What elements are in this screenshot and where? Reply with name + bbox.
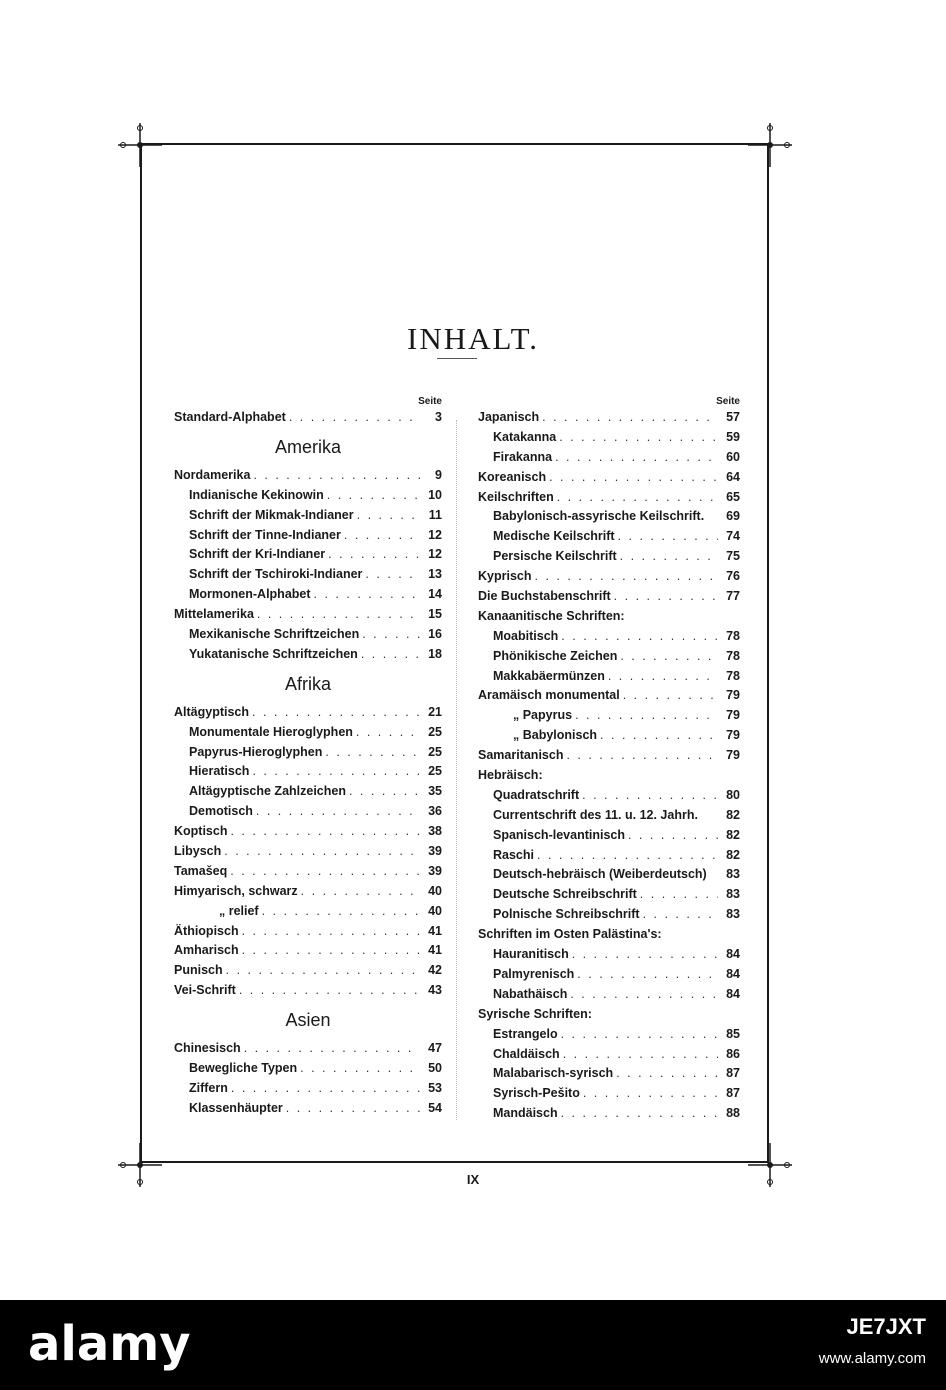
toc-entry-label: Phönikische Zeichen <box>493 648 618 663</box>
toc-entry[interactable] <box>478 806 740 826</box>
toc-entry-label: Chaldäisch <box>493 1046 560 1061</box>
toc-entry-label: Punisch <box>174 963 223 978</box>
toc-entry-label: Makkabäermünzen <box>493 668 605 683</box>
image-code: JE7JXT <box>846 1314 926 1339</box>
toc-entry[interactable] <box>174 486 442 506</box>
toc-entry-label: Aramäisch monumental <box>478 688 620 703</box>
toc-entry[interactable] <box>174 922 442 942</box>
toc-entry-label: „ Babylonisch <box>513 728 598 743</box>
toc-entry-label: Deutsche Schreibschrift <box>493 887 637 902</box>
toc-entry[interactable] <box>174 585 442 605</box>
toc-entry[interactable] <box>174 1079 442 1099</box>
toc-list-left <box>174 408 442 1119</box>
toc-leader-dots <box>640 905 718 925</box>
toc-entry[interactable] <box>174 1099 442 1119</box>
toc-entry[interactable] <box>478 428 740 448</box>
toc-entry-label: Hieratisch <box>189 764 250 779</box>
toc-leader-dots <box>558 627 718 647</box>
toc-entry-page: 12 <box>428 527 442 542</box>
toc-entry-page: 40 <box>428 883 442 898</box>
toc-entry-label: Deutsch-hebräisch (Weiberdeutsch) <box>493 867 707 882</box>
toc-entry-page: 50 <box>428 1061 442 1076</box>
toc-entry[interactable] <box>478 507 740 527</box>
toc-right-column <box>478 396 740 1124</box>
toc-entry[interactable] <box>478 905 740 925</box>
toc-entry-label: Babylonisch-assyrische Keilschrift. <box>493 509 705 524</box>
toc-entry[interactable] <box>478 1045 740 1065</box>
toc-entry-label: Katakanna <box>493 429 557 444</box>
toc-entry[interactable] <box>174 645 442 665</box>
toc-entry-label: Estrangelo <box>493 1026 558 1041</box>
toc-entry-page: 35 <box>428 784 442 799</box>
toc-entry-page: 25 <box>428 724 442 739</box>
corner-ornament-icon <box>746 121 794 169</box>
toc-leader-dots <box>236 981 420 1001</box>
toc-leader-dots <box>597 726 718 746</box>
toc-leader-dots <box>362 565 420 585</box>
toc-entry-label: Klassenhäupter <box>189 1100 283 1115</box>
toc-leader-dots <box>560 1045 718 1065</box>
toc-entry-label: Hauranitisch <box>493 947 569 962</box>
toc-entry[interactable] <box>478 488 740 508</box>
toc-entry[interactable] <box>174 526 442 546</box>
page-number: IX <box>466 1172 480 1187</box>
toc-leader-dots <box>569 945 718 965</box>
toc-entry[interactable] <box>478 1104 740 1124</box>
toc-entry-page: 59 <box>726 429 740 444</box>
toc-entry-page: 87 <box>726 1066 740 1081</box>
toc-entry[interactable] <box>174 882 442 902</box>
toc-entry-label: Spanisch-levantinisch <box>493 827 625 842</box>
toc-entry[interactable] <box>174 565 442 585</box>
toc-entry-page: 78 <box>726 648 740 663</box>
toc-entry-label: Schrift der Mikmak-Indianer <box>189 507 354 522</box>
toc-entry-label: Hebräisch: <box>478 768 543 783</box>
toc-entry[interactable] <box>174 941 442 961</box>
toc-entry-page: 40 <box>428 903 442 918</box>
toc-entry[interactable] <box>174 743 442 763</box>
toc-entry[interactable] <box>478 667 740 687</box>
toc-entry-page: 14 <box>428 587 442 602</box>
toc-entry[interactable] <box>174 902 442 922</box>
toc-leader-dots <box>259 902 420 922</box>
toc-leader-dots <box>558 1104 718 1124</box>
toc-entry-page: 25 <box>428 764 442 779</box>
toc-entry[interactable] <box>478 587 740 607</box>
toc-leader-dots <box>325 545 420 565</box>
toc-entry-page: 83 <box>726 867 740 882</box>
toc-entry-label: Syrische Schriften: <box>478 1006 592 1021</box>
title-rule <box>437 358 477 359</box>
toc-entry-label: Schrift der Tinne-Indianer <box>189 527 341 542</box>
toc-entry[interactable] <box>478 527 740 547</box>
toc-entry[interactable] <box>478 627 740 647</box>
toc-entry-page: 76 <box>726 569 740 584</box>
seite-header: Seite <box>418 396 442 407</box>
toc-entry-page: 84 <box>726 986 740 1001</box>
toc-entry-page: 74 <box>726 529 740 544</box>
toc-leader-dots <box>358 645 420 665</box>
toc-leader-dots <box>534 846 718 866</box>
toc-entry[interactable] <box>478 766 740 786</box>
toc-leader-dots <box>239 922 420 942</box>
toc-entry[interactable] <box>174 961 442 981</box>
toc-entry[interactable] <box>174 703 442 723</box>
toc-entry-label: Ziffern <box>189 1080 228 1095</box>
toc-entry[interactable] <box>174 822 442 842</box>
toc-entry-label: Demotisch <box>189 804 253 819</box>
toc-entry-label: Standard-Alphabet <box>174 410 286 424</box>
toc-section-heading: Afrika <box>284 673 331 694</box>
toc-entry-label: Vei-Schrift <box>174 983 236 998</box>
toc-entry[interactable] <box>478 985 740 1005</box>
toc-leader-dots <box>286 408 420 428</box>
toc-entry[interactable] <box>478 1064 740 1084</box>
toc-entry[interactable] <box>174 506 442 526</box>
toc-entry-page: 21 <box>428 704 442 719</box>
toc-entry-label: Äthiopisch <box>174 923 239 938</box>
toc-leader-dots <box>620 686 718 706</box>
toc-leader-dots <box>617 547 718 567</box>
toc-entry[interactable] <box>478 826 740 846</box>
toc-entry[interactable] <box>478 786 740 806</box>
toc-entry[interactable] <box>174 842 442 862</box>
toc-leader-dots <box>617 647 718 667</box>
toc-entry[interactable] <box>478 945 740 965</box>
toc-entry[interactable] <box>174 1039 442 1059</box>
toc-leader-dots <box>558 1025 718 1045</box>
toc-entry-label: Nabathäisch <box>493 986 568 1001</box>
toc-entry-page: 69 <box>726 509 740 524</box>
toc-entry[interactable] <box>478 607 740 627</box>
toc-entry-page: 79 <box>726 728 740 743</box>
toc-entry-page: 10 <box>428 487 442 502</box>
toc-leader-dots <box>563 746 718 766</box>
toc-entry-page: 83 <box>726 887 740 902</box>
toc-entry-page: 41 <box>428 943 442 958</box>
toc-leader-dots <box>239 941 420 961</box>
toc-entry[interactable] <box>478 925 740 945</box>
toc-entry[interactable] <box>174 782 442 802</box>
toc-leader-dots <box>554 488 718 508</box>
toc-leader-dots <box>359 625 420 645</box>
toc-entry-page: 38 <box>428 824 442 839</box>
toc-entry-label: Monumentale Hieroglyphen <box>189 724 353 739</box>
toc-entry-page: 86 <box>726 1046 740 1061</box>
toc-leader-dots <box>223 961 420 981</box>
toc-entry-label: Chinesisch <box>174 1041 241 1056</box>
toc-entry-page: 80 <box>726 787 740 802</box>
toc-entry-label: Schrift der Tschiroki-Indianer <box>189 567 363 582</box>
toc-entry[interactable] <box>174 762 442 782</box>
toc-entry[interactable] <box>174 862 442 882</box>
toc-entry[interactable] <box>478 468 740 488</box>
toc-entry-label: Mexikanische Schriftzeichen <box>189 627 360 642</box>
toc-leader-dots <box>556 428 718 448</box>
toc-entry-label: Mittelamerika <box>174 607 254 622</box>
toc-entry-page: 82 <box>726 827 740 842</box>
toc-left-column <box>174 396 442 1119</box>
toc-entry-page: 88 <box>726 1106 740 1121</box>
toc-entry-label: Altägyptische Zahlzeichen <box>189 784 346 799</box>
toc-entry-label: Koptisch <box>174 824 228 839</box>
toc-leader-dots <box>611 587 718 607</box>
toc-entry-page: 53 <box>428 1080 442 1095</box>
toc-entry-page: 78 <box>726 668 740 683</box>
toc-entry-label: Raschi <box>493 847 534 862</box>
toc-entry-label: Polnische Schreibschrift <box>493 907 640 922</box>
toc-entry-label: Malabarisch-syrisch <box>493 1066 614 1081</box>
toc-entry-label: Koreanisch <box>478 469 547 484</box>
toc-leader-dots <box>341 526 420 546</box>
toc-entry-label: Currentschrift des 11. u. 12. Jahrh. <box>493 807 698 822</box>
corner-ornament-icon <box>116 121 164 169</box>
toc-leader-dots <box>605 667 718 687</box>
page-title: INHALT. <box>407 320 539 356</box>
toc-entry-page: 47 <box>428 1041 442 1056</box>
toc-entry[interactable] <box>478 885 740 905</box>
toc-entry-page: 39 <box>428 863 442 878</box>
column-divider <box>456 420 457 1120</box>
toc-entry-label: Mormonen-Alphabet <box>189 587 311 602</box>
toc-entry-page: 12 <box>428 547 442 562</box>
toc-entry-label: Persische Keilschrift <box>493 549 617 564</box>
toc-entry-page: 82 <box>726 807 740 822</box>
toc-entry-label: Altägyptisch <box>174 704 250 719</box>
toc-entry-page: 75 <box>726 549 740 564</box>
toc-entry-label: Die Buchstabenschrift <box>478 589 611 604</box>
toc-entry-page: 84 <box>726 966 740 981</box>
toc-entry-label: Syrisch-Pešito <box>493 1086 580 1101</box>
toc-leader-dots <box>324 486 420 506</box>
toc-leader-dots <box>322 743 420 763</box>
toc-entry-page: 15 <box>428 607 442 622</box>
toc-entry-page: 39 <box>428 844 442 859</box>
toc-entry[interactable] <box>478 746 740 766</box>
toc-entry-page: 54 <box>428 1100 442 1115</box>
toc-entry-label: Nordamerika <box>174 467 251 482</box>
toc-entry-page: 3 <box>435 410 442 424</box>
toc-entry[interactable] <box>478 726 740 746</box>
toc-entry-label: Medische Keilschrift <box>493 529 615 544</box>
toc-entry-page: 25 <box>428 744 442 759</box>
toc-leader-dots <box>228 1079 420 1099</box>
toc-leader-dots <box>254 605 420 625</box>
toc-leader-dots <box>250 466 420 486</box>
toc-entry-page: 42 <box>428 963 442 978</box>
watermark-url: www.alamy.com <box>818 1350 926 1367</box>
toc-entry-page: 82 <box>726 847 740 862</box>
toc-leader-dots <box>346 782 420 802</box>
toc-entry[interactable] <box>478 547 740 567</box>
toc-leader-dots <box>249 762 420 782</box>
toc-entry-label: Indianische Kekinowin <box>189 487 324 502</box>
watermark-logo: alamy <box>28 1316 191 1372</box>
toc-entry[interactable] <box>174 605 442 625</box>
toc-entry-page: 18 <box>428 646 442 661</box>
toc-entry-label: Moabitisch <box>493 628 559 643</box>
toc-entry-page: 78 <box>726 628 740 643</box>
toc-entry[interactable] <box>478 1005 740 1025</box>
toc-entry[interactable] <box>174 408 442 428</box>
toc-leader-dots <box>354 506 420 526</box>
toc-leader-dots <box>579 786 718 806</box>
toc-entry-label: „ Papyrus <box>513 708 573 723</box>
toc-entry-page: 79 <box>726 688 740 703</box>
toc-entry[interactable] <box>478 686 740 706</box>
toc-entry-label: Yukatanische Schriftzeichen <box>189 646 358 661</box>
toc-entry-page: 13 <box>428 567 442 582</box>
toc-entry-page: 79 <box>726 748 740 763</box>
toc-entry-page: 84 <box>726 947 740 962</box>
toc-entry[interactable] <box>478 706 740 726</box>
toc-leader-dots <box>311 585 420 605</box>
toc-entry[interactable] <box>478 846 740 866</box>
toc-entry-label: Amharisch <box>174 943 239 958</box>
toc-entry[interactable] <box>478 448 740 468</box>
toc-entry[interactable] <box>478 1084 740 1104</box>
toc-entry[interactable] <box>174 723 442 743</box>
watermark-banner <box>0 1300 946 1390</box>
toc-list-right <box>478 408 740 1124</box>
toc-entry-label: Himyarisch, schwarz <box>174 883 298 898</box>
toc-entry[interactable] <box>478 965 740 985</box>
toc-leader-dots <box>298 882 420 902</box>
toc-entry-label: „ relief <box>219 903 259 918</box>
toc-entry[interactable] <box>478 865 740 885</box>
toc-leader-dots <box>580 1084 718 1104</box>
toc-entry-page: 11 <box>428 507 442 522</box>
toc-entry-label: Firakanna <box>493 449 553 464</box>
toc-entry[interactable] <box>174 802 442 822</box>
toc-entry[interactable] <box>174 545 442 565</box>
toc-leader-dots <box>253 802 420 822</box>
toc-entry[interactable] <box>174 1059 442 1079</box>
toc-entry-label: Kyprisch <box>478 569 532 584</box>
toc-entry-page: 43 <box>428 983 442 998</box>
toc-entry-page: 64 <box>726 469 740 484</box>
toc-leader-dots <box>353 723 420 743</box>
toc-entry-label: Schrift der Kri-Indianer <box>189 547 326 562</box>
toc-entry-page: 57 <box>726 410 740 424</box>
toc-entry-label: Samaritanisch <box>478 748 564 763</box>
toc-leader-dots <box>283 1099 420 1119</box>
toc-entry-page: 77 <box>726 589 740 604</box>
toc-entry[interactable] <box>174 466 442 486</box>
toc-entry[interactable] <box>478 647 740 667</box>
toc-entry-label: Tamašeq <box>174 863 228 878</box>
toc-leader-dots <box>613 1064 718 1084</box>
toc-entry-page: 60 <box>726 449 740 464</box>
toc-leader-dots <box>539 408 718 428</box>
toc-entry-label: Papyrus-Hieroglyphen <box>189 744 323 759</box>
toc-entry-page: 87 <box>726 1086 740 1101</box>
toc-leader-dots <box>552 448 718 468</box>
toc-leader-dots <box>221 842 420 862</box>
toc-entry-page: 85 <box>726 1026 740 1041</box>
toc-entry[interactable] <box>174 981 442 1001</box>
toc-entry-page: 79 <box>726 708 740 723</box>
toc-leader-dots <box>227 822 420 842</box>
toc-entry-page: 65 <box>726 489 740 504</box>
toc-entry[interactable] <box>478 1025 740 1045</box>
toc-leader-dots <box>546 468 718 488</box>
toc-leader-dots <box>567 985 718 1005</box>
toc-leader-dots <box>625 826 718 846</box>
toc-leader-dots <box>227 862 420 882</box>
toc-section-heading: Amerika <box>274 436 341 457</box>
toc-entry-label: Quadratschrift <box>493 787 580 802</box>
toc-leader-dots <box>249 703 420 723</box>
toc-leader-dots <box>241 1039 420 1059</box>
toc-leader-dots <box>637 885 718 905</box>
toc-entry-label: Mandäisch <box>493 1106 558 1121</box>
toc-entry-label: Schriften im Osten Palästina's: <box>478 927 662 942</box>
seite-header: Seite <box>716 396 740 407</box>
toc-entry-label: Japanisch <box>478 410 540 424</box>
toc-entry[interactable] <box>174 625 442 645</box>
toc-entry[interactable] <box>478 567 740 587</box>
toc-entry[interactable] <box>478 408 740 428</box>
toc-entry-label: Palmyrenisch <box>493 966 575 981</box>
toc-entry-label: Libysch <box>174 844 222 859</box>
toc-entry-page: 41 <box>428 923 442 938</box>
toc-entry-page: 36 <box>428 804 442 819</box>
toc-entry-label: Keilschriften <box>478 489 554 504</box>
toc-entry-label: Bewegliche Typen <box>189 1061 298 1076</box>
toc-leader-dots <box>297 1059 420 1079</box>
toc-entry-page: 9 <box>435 467 442 482</box>
toc-entry-page: 83 <box>726 907 740 922</box>
toc-entry-page: 16 <box>428 627 442 642</box>
toc-leader-dots <box>532 567 719 587</box>
toc-leader-dots <box>572 706 718 726</box>
toc-leader-dots <box>615 527 718 547</box>
toc-leader-dots <box>574 965 718 985</box>
toc-section-heading: Asien <box>285 1010 331 1031</box>
toc-entry-label: Kanaanitische Schriften: <box>478 608 625 623</box>
